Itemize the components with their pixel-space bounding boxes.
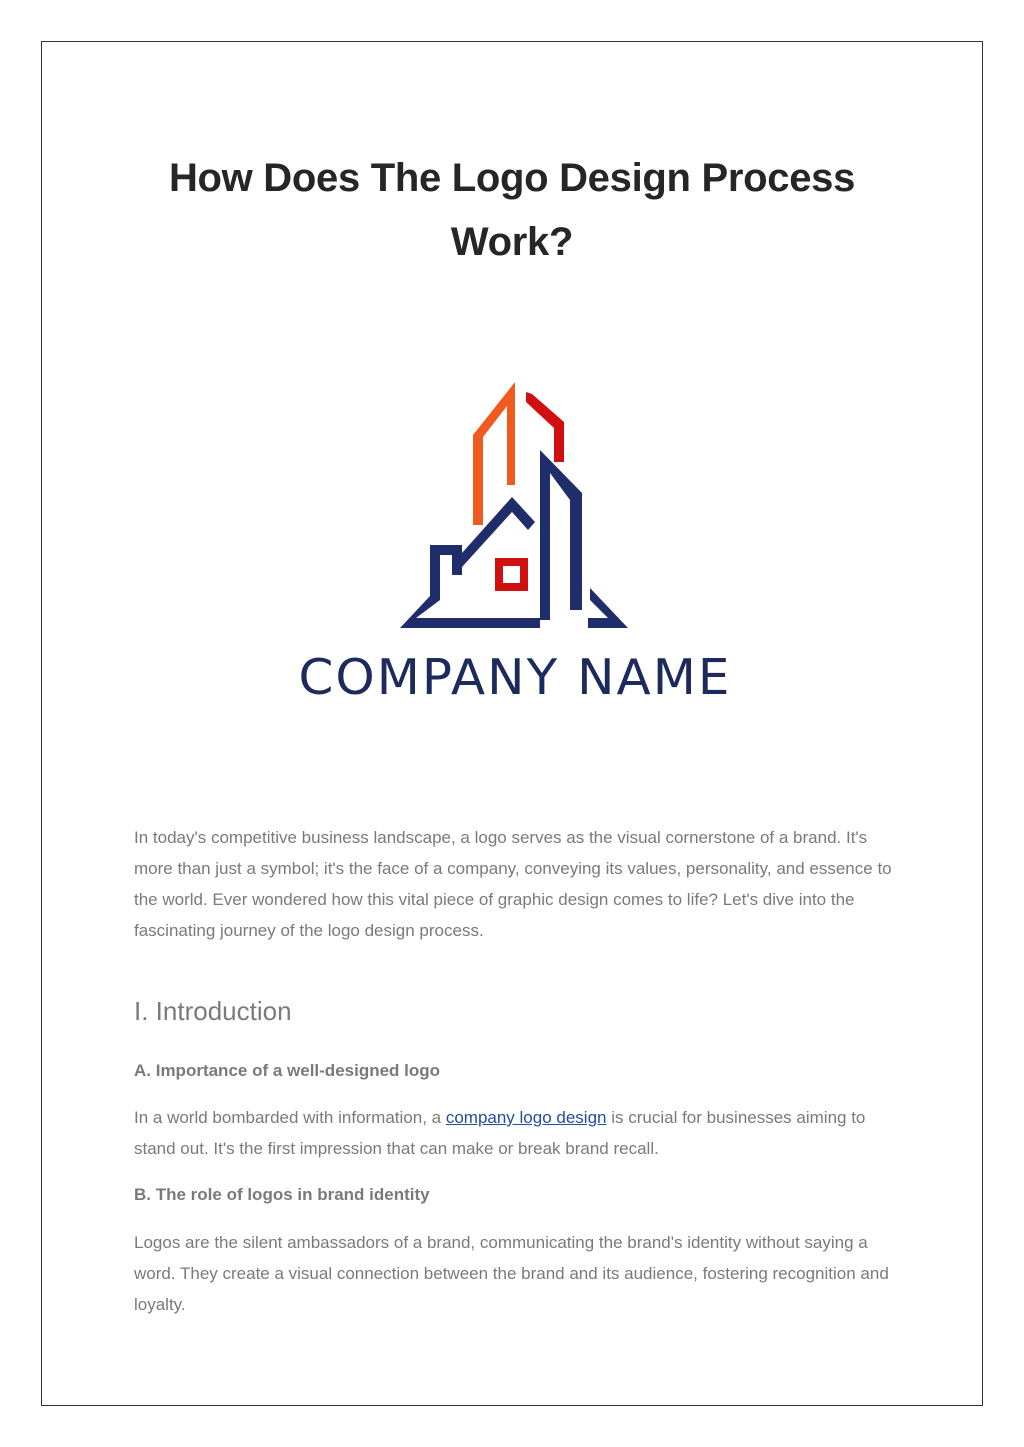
paragraph-role-of-logos: Logos are the silent ambassadors of a brand, communicating the brand's identity without saying a word. They create a visual connection between the brand and its audience, fostering recognition and loyalty. xyxy=(134,1233,889,1314)
page-title xyxy=(0,146,1024,274)
red-tower-shape xyxy=(526,392,564,462)
company-logo xyxy=(250,370,780,720)
company-logo-design-link[interactable]: company logo design xyxy=(445,1108,607,1127)
paragraph-importance-text-start: In a world bombarded with information, a xyxy=(134,1108,446,1127)
company-name-wordmark: COMPANY NAME xyxy=(298,649,732,706)
subheading-importance: A. Importance of a well-designed logo xyxy=(134,1061,441,1080)
navy-building-shape xyxy=(540,450,582,620)
intro-paragraph: In today's competitive business landscape, a logo serves as the visual cornerstone of a brand. It's more than just a symbol; it's the face of a company, conveying its values, personality, and essence to the world. Ever wondered how this vital piece of graphic design comes to life? Let's dive into the fascinating journey of the logo design process. xyxy=(134,828,892,940)
page-title-line-1: How Does The Logo Design Process xyxy=(168,156,856,200)
paragraph-importance-text-end: is crucial for businesses aiming to stand out. It's the first impression that can make or break brand recall. xyxy=(134,1108,866,1158)
building-house-logo-icon xyxy=(390,370,640,640)
subheading-role-of-logos: B. The role of logos in brand identity xyxy=(134,1185,430,1204)
paragraph-importance xyxy=(134,1102,904,1164)
navy-building-base-right xyxy=(588,588,628,628)
page-title-line-2: Work? xyxy=(450,220,574,264)
section-heading-introduction: I. Introduction xyxy=(134,996,292,1026)
